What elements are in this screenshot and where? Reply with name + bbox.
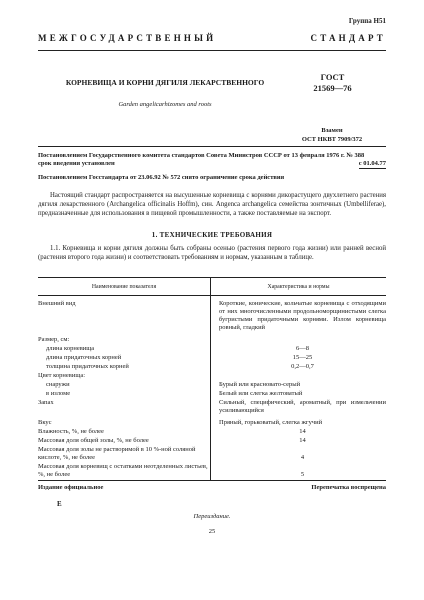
row-name: Массовая доля общей золы, %, не более <box>38 437 211 446</box>
table-row <box>38 300 386 333</box>
intro-paragraph: Настоящий стандарт распространяется на высушенные корневища с корнями дикорастущего двухлетнего растения дягиля лекарственного (Archangelica officinalis Hoffm), син. Angenca archangelica семейства зонтичных (Umbelliferae), предназначенные для использования в пищевой промышленности, а также поставляемые на экспорт. <box>38 192 386 217</box>
gost-number: 21569—76 <box>313 83 352 93</box>
top-rule <box>38 50 386 51</box>
table-row <box>38 363 386 372</box>
table-header-norms: Характеристика и нормы <box>211 278 387 296</box>
gost-label: ГОСТ <box>320 72 345 82</box>
row-name: Внешний вид <box>38 300 211 333</box>
row-name: Цвет корневища: <box>38 372 211 381</box>
row-value: Пряный, горьковатый, слегка жгучий <box>219 418 323 426</box>
row-value: 15—25 <box>292 353 313 361</box>
row-name: Запах <box>38 399 211 416</box>
table-row <box>38 463 386 481</box>
table-header-indicator: Наименование показателя <box>38 278 211 296</box>
row-value: 14 <box>299 427 306 435</box>
row-name: толщина придаточных корней <box>38 363 211 372</box>
row-value <box>211 372 387 381</box>
table-row <box>38 336 386 345</box>
document-title: КОРНЕВИЩА И КОРНИ ДЯГИЛЯ ЛЕКАРСТВЕННОГО <box>65 78 265 87</box>
row-name: Вкус <box>38 419 211 428</box>
table-row <box>38 354 386 363</box>
row-name: Размер, см: <box>38 336 211 345</box>
table-row <box>38 399 386 416</box>
table-row <box>38 390 386 399</box>
row-name: Массовая доля золы не растворимой в 10 %-ной соляной кислоте, %, не более <box>38 446 211 463</box>
row-name: в изломе <box>38 390 211 399</box>
row-value: 0,2—0,7 <box>291 362 314 370</box>
section-paragraph: 1.1. Корневища и корни дягиля должны быть собраны осенью (растения первого года жизни) или ранней весной (растения второго года жизни) и соответствовать требованиям и нормам, указанным в таблице. <box>38 245 386 261</box>
table-row <box>38 437 386 446</box>
row-name: длина корневища <box>38 345 211 354</box>
reprint-note: Переиздание. <box>193 513 231 520</box>
table-row <box>38 428 386 437</box>
decree-effective-date: с 01.04.77 <box>358 160 386 167</box>
page-number: 25 <box>208 528 216 535</box>
row-value: 14 <box>299 436 306 444</box>
table-row <box>38 345 386 354</box>
row-value: 6—8 <box>296 344 309 352</box>
reprint-prohibited-label: Перепечатка воспрещена <box>311 484 386 491</box>
row-value: 5 <box>211 463 387 481</box>
row-name: снаружи <box>38 381 211 390</box>
row-name: длина придаточных корней <box>38 354 211 363</box>
group-code: Группа Н51 <box>348 17 386 25</box>
edition-mark: Е <box>57 500 62 508</box>
table-row <box>38 446 386 463</box>
decree-line-2-label: срок введения установлен <box>38 160 115 167</box>
decree-line-3: Постановлением Госстандарта от 23.06.92 № 572 снято ограничение срока действия <box>38 174 285 181</box>
replaces-block <box>272 126 392 144</box>
requirements-table <box>38 277 386 481</box>
table-header-row <box>38 278 386 296</box>
document-subtitle-en: Garden angelicarhizomes and roots <box>118 101 212 108</box>
row-name: Массовая доля корневищ с остатками неотделенных листьев, %, не более <box>38 463 211 481</box>
table-row <box>38 381 386 390</box>
row-value: Бурый или красновато-серый <box>219 380 301 388</box>
row-value: Белый или слегка желтоватый <box>219 389 303 397</box>
standard-type-heading: МЕЖГОСУДАРСТВЕННЫЙ СТАНДАРТ <box>38 33 386 43</box>
table-row <box>38 372 386 381</box>
decree-rule <box>38 146 386 147</box>
replaces-label: Взамен <box>321 127 343 134</box>
row-value <box>211 336 387 345</box>
table-row <box>38 419 386 428</box>
gost-designation <box>285 72 380 94</box>
row-value: Короткие, конические, кольчатые корневища с отходящими от них многочисленными продольноморщинистыми слегка бугристыми придаточными корнями. Излом корневища ровный, гладкий <box>219 299 386 331</box>
section-heading: 1. ТЕХНИЧЕСКИЕ ТРЕБОВАНИЯ <box>151 231 273 239</box>
row-value: 4 <box>300 453 305 461</box>
replaces-value: ОСТ НКВТ 7909/372 <box>301 136 363 143</box>
official-edition-label: Издание официальное <box>38 484 104 491</box>
decree-block <box>38 152 386 169</box>
decree-date-row <box>38 160 386 169</box>
decree-line-1: Постановлением Государственного комитета стандартов Совета Министров СССР от 13 февраля 1976 г. № 388 <box>38 152 365 159</box>
row-name: Влажность, %, не более <box>38 428 211 437</box>
row-value: Сильный, специфический, ароматный, при измельчении усиливающийся <box>219 398 386 414</box>
